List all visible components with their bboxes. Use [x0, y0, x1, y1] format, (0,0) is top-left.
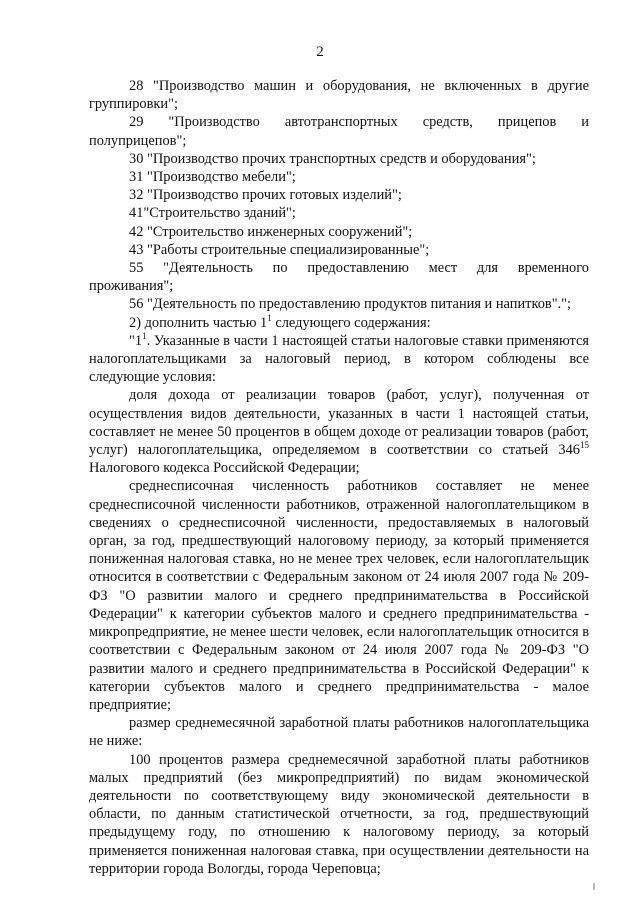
document-body [89, 77, 589, 878]
page-number: 2 [316, 44, 324, 60]
paragraph-part-1-1 [89, 332, 589, 387]
paragraph-item-42: 42 "Строительство инженерных сооружений"; [129, 223, 413, 240]
income-share-text-start: доля дохода от реализации товаров (работ, услуг), полученная от осуществления видов деятельности, указанных в части 1 настоящей статьи, составляет не менее 50 процентов в общем доходе от реализации товаров (работ, услуг) налогоплательщика, определяемом в соответствии со статьей 346 [89, 387, 589, 459]
amendment-2-text-start: 2) дополнить частью 1 [129, 314, 268, 331]
paragraph-item-43: 43 "Работы строительные специализированные"; [129, 241, 430, 258]
paragraph-item-56: 56 "Деятельность по предоставлению продуктов питания и напитков"."; [129, 296, 572, 313]
scan-mark [593, 883, 595, 890]
part-1-1-text-start: "1 [129, 332, 143, 349]
paragraph-item-28: 28 "Производство машин и оборудования, не включенных в другие группировки"; [89, 78, 589, 113]
paragraph-item-32: 32 "Производство прочих готовых изделий"; [129, 187, 402, 204]
paragraph-item-29: 29 "Производство автотранспортных средств, прицепов и [129, 114, 589, 131]
amendment-2-superscript: 1 [267, 312, 272, 323]
part-1-1-text-end: . Указанные в части 1 настоящей статьи налоговые ставки применяются налогоплательщиками за налоговый период, в котором соблюдены все следующие условия: [89, 332, 589, 386]
paragraph-item-55-continued: проживания"; [89, 278, 174, 295]
paragraph-salary-condition: размер среднемесячной заработной платы работников налогоплательщика не ниже: [89, 715, 589, 750]
amendment-2-text-end: следующего содержания: [271, 314, 431, 331]
paragraph-headcount-condition: среднесписочная численность работников составляет не менее среднесписочной численности работников, отраженной налогоплательщиком в сведениях о среднесписочной численности, предоставляемых в налоговый орган, за год, предшествующий налоговому периоду, за который применяется пониженная налоговая ставка, но не менее трех человек, если налогоплательщик относится в соответствии с Федеральным законом от 24 июля 2007 года № 209-ФЗ "О развитии малого и среднего предпринимательства в Российской Федерации" к категории субъектов малого и среднего предпринимательства - микропредприятие, не менее шести человек, если налогоплательщик относится в соответствии с Федеральным законом от 24 июля 2007 года № 209-ФЗ "О развитии малого и среднего предпринимательства в Российской Федерации" к категории субъектов малого и среднего предпринимательства - малое предприятие; [89, 478, 589, 713]
paragraph-income-share-condition [89, 386, 589, 477]
income-share-text-end: Налогового кодекса Российской Федерации; [89, 460, 360, 477]
paragraph-amendment-2 [89, 314, 589, 332]
income-share-superscript: 15 [580, 440, 589, 451]
paragraph-item-55: 55 "Деятельность по предоставлению мест для временного [129, 260, 589, 277]
paragraph-salary-100-percent: 100 процентов размера среднемесячной заработной платы работников малых предприятий (без микропредприятий) по видам экономической деятельности по соответствующему виду экономической деятельности в области, по данным статистической отчетности, за год, предшествующий предыдущему году, по отношению к налоговому периоду, за который применяется пониженная налоговая ставка, при осуществлении деятельности на территории города Вологды, города Череповца; [89, 751, 589, 877]
paragraph-item-30: 30 "Производство прочих транспортных средств и оборудования"; [129, 150, 536, 167]
part-1-1-superscript: 1 [142, 330, 147, 341]
paragraph-item-31: 31 "Производство мебели"; [129, 169, 296, 186]
paragraph-item-41: 41"Строительство зданий"; [129, 205, 296, 222]
paragraph-item-29-continued: полуприцепов"; [89, 132, 187, 149]
